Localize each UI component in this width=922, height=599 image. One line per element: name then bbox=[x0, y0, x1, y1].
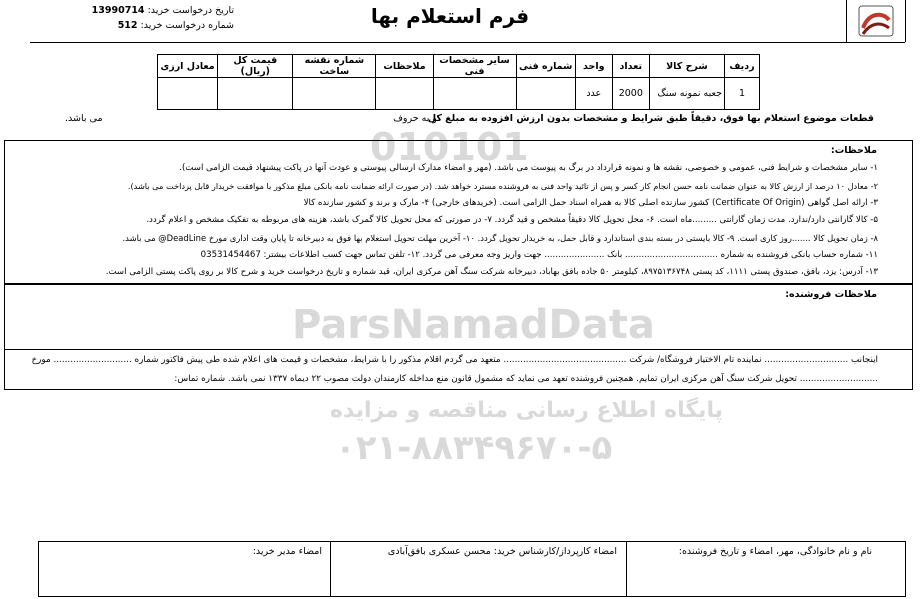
watermark-brand: ParsNamadData bbox=[292, 302, 655, 348]
manager-signature-label: امضاء مدیر خرید: bbox=[252, 546, 322, 557]
signature-divider-2 bbox=[330, 541, 331, 597]
cell-tech-no bbox=[516, 78, 575, 110]
cell-row: 1 bbox=[724, 78, 759, 110]
table-row bbox=[158, 78, 760, 110]
watermark-tagline: پایگاه اطلاع رسانی مناقصه و مزایده bbox=[330, 398, 723, 423]
note-line-2: ۲- معادل ۱۰ درصد از ارزش کالا به عنوان ضمانت نامه حسن انجام کار کسر و پس از تائید واحد فنی به فروشنده مسترد خواهد شد. (در صورت ارائه ضمانت نامه بانکی مبلغ مذکور با موافقت خریدار قابل پرداخت می باشد). bbox=[127, 181, 878, 191]
note-line-6: ۱۱- شماره حساب بانکی فروشنده به شماره .................................. بانک ...................... جهت واریز وجه معرفی می گردد. ۱۲- تلفن تماس جهت کسب اطلاعات بیشتر: 03531454467 bbox=[200, 250, 878, 260]
seller-notes-section bbox=[4, 284, 913, 350]
logo-emblem-icon bbox=[847, 0, 905, 42]
cell-other-specs bbox=[433, 78, 516, 110]
statement-main: قطعات موضوع استعلام بها فوق، دقیقاً طبق شرایط و مشخصات بدون ارزش افزوده به مبلغ کل bbox=[427, 113, 874, 124]
cell-fx bbox=[158, 78, 218, 110]
notes-section bbox=[4, 140, 913, 284]
col-drawing-no: شماره نقشه ساخت bbox=[293, 55, 376, 78]
note-line-5: ۸- زمان تحویل کالا .......روز کاری است. ۹- کالا بایستی در بسته بندی استاندارد و قابل حمل، به خریدار تحویل گردد. ۱۰- آخرین مهلت تحویل استعلام بها فوق به دبیرخانه تا پایان وقت اداری مورخ DeadLine@ می باشد. bbox=[122, 233, 878, 243]
col-tech-no: شماره فنی bbox=[516, 55, 575, 78]
request-no-label: شماره درخواست خرید: bbox=[140, 20, 234, 31]
cell-total bbox=[218, 78, 293, 110]
commitment-line-1: اینجانب .............................. نماینده تام الاختیار فروشگاه/ شرکت ............................................ متعهد می گردم اقلام مذکور را با شرایط، مشخصات و قیمت های اعلام شده طی پیش فاکتور شماره ............................ مورخ bbox=[31, 355, 878, 365]
notes-title: ملاحظات: bbox=[830, 145, 877, 156]
request-info bbox=[44, 3, 234, 33]
header-divider bbox=[30, 42, 905, 43]
request-no-value: 512 bbox=[117, 20, 138, 31]
col-unit: واحد bbox=[575, 55, 612, 78]
col-row: ردیف bbox=[724, 55, 759, 78]
commitment-line-2: ............................ تحویل شرکت سنگ آهن مرکزی ایران تمایم. همچنین فروشنده تعهد می نماید که مشمول قانون منع مداخله کارمندان دولت مصوب ۲۲ دیماه ۱۳۳۷ نمی باشد. شماره تماس: bbox=[174, 374, 878, 384]
col-total: قیمت کل (ریال) bbox=[218, 55, 293, 78]
cell-qty: 2000 bbox=[612, 78, 649, 110]
seller-signature-label: نام و نام خانوادگی، مهر، امضاء و تاریخ فروشنده: bbox=[678, 546, 872, 557]
col-remarks: ملاحظات bbox=[376, 55, 433, 78]
signature-divider-1 bbox=[626, 541, 627, 597]
request-date-value: 13990714 bbox=[91, 5, 145, 16]
buyer-signature-label: امضاء کارپرداز/کارشناس خرید: محسن عسکری بافق‌آبادی bbox=[387, 546, 617, 557]
note-line-4: ۵- کالا گارانتی دارد/ندارد. مدت زمان گارانتی .........ماه است. ۶- محل تحویل کالا دقیقاً مشخص و قید گردد. ۷- در صورتی که محل تحویل کالا گمرک باشد، هزینه های مربوطه به تفکیک مشخص و اعلام گردد. bbox=[146, 215, 878, 225]
statement-words: و به حروف bbox=[393, 113, 437, 124]
note-line-7: ۱۳- آدرس: یزد، بافق، صندوق پستی ۱۱۱۱، کد پستی ۸۹۷۵۱۳۶۷۴۸، کیلومتر ۵۰ جاده بافق بهاباد، دبیرخانه شرکت سنگ آهن مرکزی ایران، قید شماره و تاریخ درخواست خرید و شرح کالا بر روی پاکت پستی الزامی است. bbox=[105, 267, 878, 277]
table-header-row bbox=[158, 55, 760, 78]
request-date-label: تاریخ درخواست خرید: bbox=[147, 5, 234, 16]
col-qty: تعداد bbox=[612, 55, 649, 78]
company-logo bbox=[846, 0, 906, 42]
items-table bbox=[157, 54, 760, 110]
cell-unit: عدد bbox=[575, 78, 612, 110]
cell-drawing-no bbox=[293, 78, 376, 110]
page-title: فرم استعلام بها bbox=[370, 4, 530, 28]
col-desc: شرح کالا bbox=[649, 55, 724, 78]
cell-desc: جعبه نمونه سنگ bbox=[649, 78, 724, 110]
watermark-phone: ۰۲۱-۸۸۳۴۹۶۷۰-۵ bbox=[335, 428, 613, 468]
note-line-3: ۳- ارائه اصل گواهی (Certificate Of Origin) کشور سازنده اصلی کالا به همراه اسناد حمل الزامی است. (خریدهای خارجی) ۴- مارک و برند و کشور سازنده کالا bbox=[303, 198, 878, 208]
col-other-specs: سایر مشخصات فنی bbox=[433, 55, 516, 78]
seller-notes-title: ملاحظات فروشنده: bbox=[785, 289, 877, 300]
cell-remarks bbox=[376, 78, 433, 110]
statement-end: می باشد. bbox=[65, 113, 103, 124]
watermark-code: 010101 bbox=[370, 125, 529, 169]
col-fx: معادل ارزی bbox=[158, 55, 218, 78]
note-line-1: ۱- سایر مشخصات و شرایط فنی، عمومی و خصوصی، نقشه ها و نمونه قرارداد در برگ به پیوست می باشد. (مهر و امضاء مدارک ارسالی پیوستی و عودت آنها در پاکت پیشنهاد قیمت الزامی است). bbox=[179, 163, 878, 173]
